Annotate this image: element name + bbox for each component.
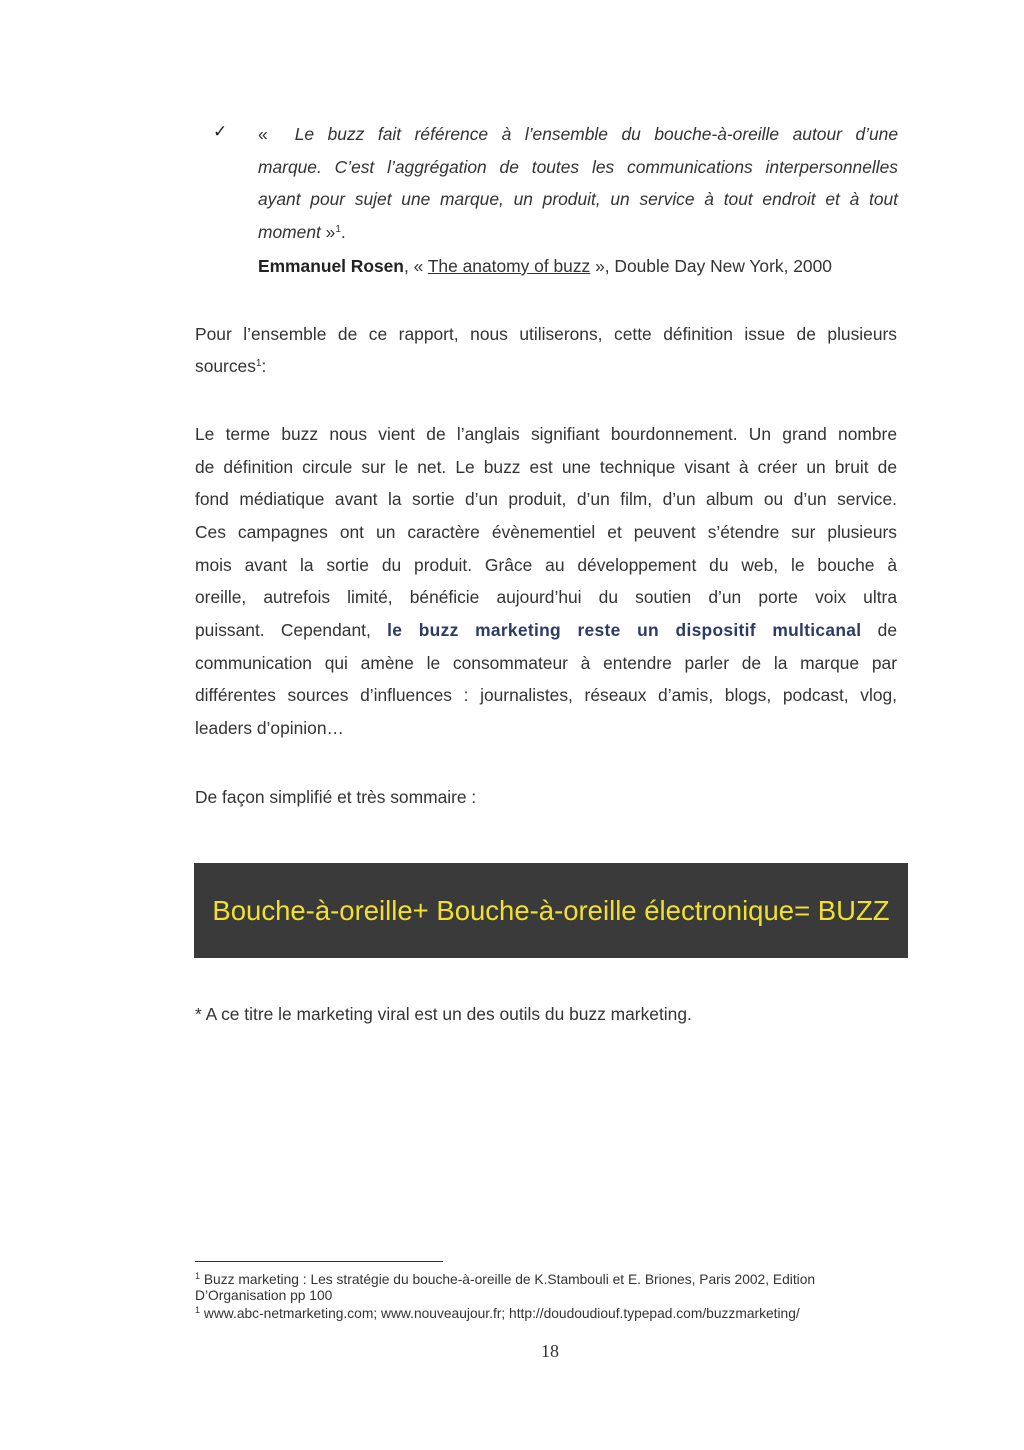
open-guillemet: « xyxy=(258,124,268,144)
definition-text: Ces campagnes ont un caractère évènementiel et peuvent s’étendre sur plusieurs xyxy=(195,522,897,542)
quote-line-4 xyxy=(258,216,898,249)
intro-text-1: Pour l’ensemble de ce rapport, nous utiliserons, cette définition issue de plusieurs xyxy=(195,324,897,344)
quote-line-1 xyxy=(258,118,898,151)
footnote-text: Buzz marketing : Les stratégie du bouche-à-oreille de K.Stambouli et E. Briones, Paris 2002, Edition xyxy=(203,1272,816,1287)
footnote-mark: 1 xyxy=(195,1305,201,1315)
definition-line-3 xyxy=(195,483,897,516)
definition-line-2 xyxy=(195,451,897,484)
definition-text: oreille, autrefois limité, bénéficie aujourd’hui du soutien d’un porte voix ultra xyxy=(195,587,897,607)
definition-text: leaders d’opinion… xyxy=(195,718,344,738)
quote-line-3 xyxy=(258,183,898,216)
definition-text: puissant. Cependant, xyxy=(195,620,371,640)
definition-text: différentes sources d’influences : journalistes, réseaux d’amis, blogs, podcast, vlog, xyxy=(195,685,897,705)
viral-note xyxy=(195,998,897,1031)
quote-source xyxy=(258,250,918,283)
definition-line-10 xyxy=(195,712,897,745)
definition-line-7 xyxy=(195,614,897,647)
footnote-separator xyxy=(195,1261,443,1262)
definition-text: fond médiatique avant la sortie d’un produit, d’un film, d’un album ou d’un service. xyxy=(195,489,897,509)
quote-end-punct: . xyxy=(340,222,346,242)
definition-line-1 xyxy=(195,418,897,451)
viral-note-text: * A ce titre le marketing viral est un des outils du buzz marketing. xyxy=(195,1004,692,1024)
definition-text: de xyxy=(877,620,897,640)
footnote-1 xyxy=(195,1272,915,1304)
intro-text-2: sources xyxy=(195,356,256,376)
quote-author: Emmanuel Rosen xyxy=(258,256,404,276)
definition-line-8 xyxy=(195,647,897,680)
intro-end: : xyxy=(261,356,267,376)
page-number xyxy=(530,1341,570,1362)
simplified-text: De façon simplifié et très sommaire : xyxy=(195,787,477,807)
definition-line-5 xyxy=(195,549,897,582)
definition-text: communication qui amène le consommateur à entendre parler de la marque par xyxy=(195,653,897,673)
quote-source-rest: », Double Day New York, 2000 xyxy=(595,256,832,276)
footnote-text: www.abc-netmarketing.com; www.nouveaujour.fr; http://doudoudiouf.typepad.com/buzzmarketing/ xyxy=(203,1306,800,1321)
page-number-text: 18 xyxy=(541,1341,559,1361)
definition-text: Le terme buzz nous vient de l’anglais signifiant bourdonnement. Un grand nombre xyxy=(195,424,897,444)
footnote-mark: 1 xyxy=(195,1271,201,1281)
buzz-formula-text: Bouche-à-oreille+ Bouche-à-oreille électronique= BUZZ xyxy=(212,894,890,926)
close-guillemet: » xyxy=(325,222,336,242)
quote-text-3: ayant pour sujet une marque, un produit, un service à tout endroit et à tout xyxy=(258,189,898,209)
definition-text: de définition circule sur le net. Le buzz est une technique visant à créer un bruit de xyxy=(195,457,897,477)
buzz-formula-banner xyxy=(194,863,908,958)
quote-sep: , « xyxy=(403,256,424,276)
footnote-ref: 1 xyxy=(255,358,262,369)
definition-line-9 xyxy=(195,679,897,712)
highlighted-phrase: le buzz marketing reste un dispositif multicanal xyxy=(387,620,862,640)
footnote-ref: 1 xyxy=(335,224,341,235)
intro-line-2 xyxy=(195,350,897,383)
quote-text-1: Le buzz fait référence à l’ensemble du bouche-à-oreille autour d’une xyxy=(294,124,898,144)
quote-line-2 xyxy=(258,151,898,184)
footnote-2 xyxy=(195,1306,915,1322)
quote-text-2: marque. C’est l’aggrégation de toutes les communications interpersonnelles xyxy=(258,157,898,177)
definition-line-4 xyxy=(195,516,897,549)
quote-text-4: moment xyxy=(258,222,321,242)
simplified-label xyxy=(195,781,897,814)
intro-line-1 xyxy=(195,318,897,351)
footnote-text: D’Organisation pp 100 xyxy=(195,1288,333,1303)
definition-line-6 xyxy=(195,581,897,614)
checkmark-icon: ✓ xyxy=(213,122,228,141)
definition-text: mois avant la sortie du produit. Grâce au développement du web, le bouche à xyxy=(195,555,897,575)
book-title: The anatomy of buzz xyxy=(427,256,591,276)
